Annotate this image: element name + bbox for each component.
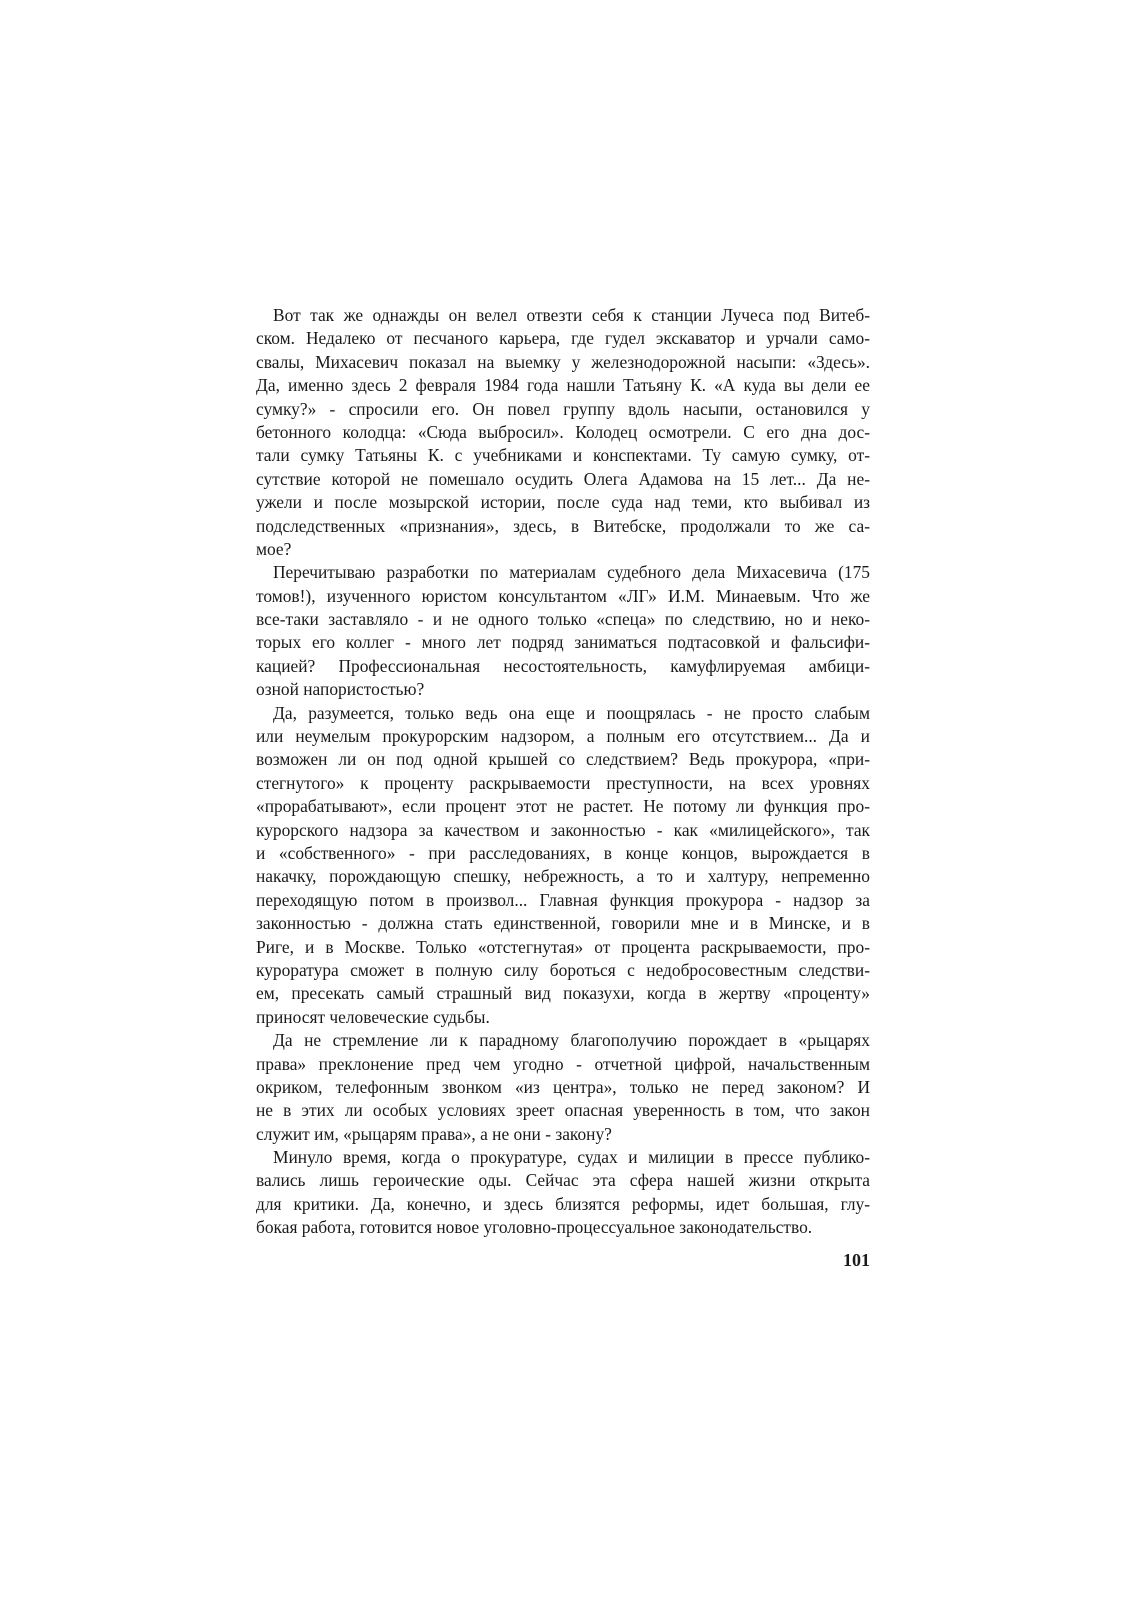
text-line: тали сумку Татьяны К. с учебниками и конспектами. Ту самую сумку, от- [256,445,870,466]
text-line: переходящую потом в произвол... Главная функция прокурора - надзор за [256,889,870,910]
paragraph [256,304,870,561]
text-line: бетонного колодца: «Сюда выбросил». Колодец осмотрели. С его дна дос- [256,421,870,442]
page-number: 101 [843,1250,870,1270]
paragraph [256,1146,870,1240]
text-line: ужели и после мозырской истории, после суда над теми, кто выбивал из [256,492,870,513]
text-line: служит им, «рыцарям права», а не они - закону? [256,1123,612,1144]
text-line: «прорабатывают», если процент этот не растет. Не потому ли функция про- [256,796,870,817]
text-line: торых его коллег - много лет подряд заниматься подтасовкой и фальсифи- [256,632,870,653]
text-line: озной напористостью? [256,679,425,700]
text-line: ском. Недалеко от песчаного карьера, где гудел экскаватор и урчали само- [256,328,870,349]
text-line: свалы, Михасевич показал на выемку у железнодорожной насыпи: «Здесь». [256,351,870,372]
text-line: ем, пресекать самый страшный вид показухи, когда в жертву «проценту» [256,983,870,1004]
text-line: законностью - должна стать единственной, говорили мне и в Минске, и в [256,913,870,934]
text-line: для критики. Да, конечно, и здесь близятся реформы, идет большая, глу- [256,1193,870,1214]
text-line: Вот так же однажды он велел отвезти себя к станции Лучеса под Витеб- [273,305,870,325]
text-line: возможен ли он под одной крышей со следствием? Ведь прокурора, «при- [256,749,870,770]
text-line: или неумелым прокурорским надзором, а полным его отсутствием... Да и [256,726,870,747]
text-line: приносят человеческие судьбы. [256,1006,490,1027]
text-line: не в этих ли особых условиях зреет опасная уверенность в том, что закон [256,1100,870,1121]
text-line: курорского надзора за качеством и законностью - как «милицейского», так [256,819,870,840]
text-line: Да не стремление ли к парадному благополучию порождает в «рыцарях [273,1030,870,1051]
text-line: томов!), изученного юристом консультантом «ЛГ» И.М. Минаевым. Что же [256,585,870,606]
paragraph [256,561,870,701]
text-line: куроратура сможет в полную силу бороться с недобросовестным следстви- [256,959,870,980]
text-line: сутствие которой не помешало осудить Олега Адамова на 15 лет... Да не- [256,468,870,489]
text-line: накачку, порождающую спешку, небрежность, а то и халтуру, непременно [256,866,870,887]
paragraph [256,702,870,1029]
text-line: бокая работа, готовится новое уголовно-процессуальное законодательство. [256,1217,813,1238]
text-line: и «собственного» - при расследованиях, в конце концов, вырождается в [256,842,870,863]
text-line: права» преклонение пред чем угодно - отчетной цифрой, начальственным [256,1053,870,1074]
text-line: сумку?» - спросили его. Он повел группу вдоль насыпи, остановился у [256,398,870,419]
text-line: Риге, и в Москве. Только «отстегнутая» от процента раскрываемости, про- [256,936,870,957]
text-line: кацией? Профессиональная несостоятельность, камуфлируемая амбици- [256,655,870,676]
text-line: подследственных «признания», здесь, в Витебске, продолжали то же са- [256,515,870,536]
text-line: Да, именно здесь 2 февраля 1984 года нашли Татьяну К. «А куда вы дели ее [256,375,870,396]
text-line: Минуло время, когда о прокуратуре, судах и милиции в прессе публико- [273,1147,870,1168]
text-line: Да, разумеется, только ведь она еще и поощрялась - не просто слабым [273,702,870,723]
text-line: все-таки заставляло - и не одного только «спеца» по следствию, но и неко- [256,609,870,630]
text-line: Перечитываю разработки по материалам судебного дела Михасевича (175 [273,562,870,583]
body-text [256,304,870,1240]
text-line: мое? [256,538,292,559]
text-line: окриком, телефонным звонком «из центра», только не перед законом? И [256,1076,870,1097]
text-line: стегнутого» к проценту раскрываемости преступности, на всех уровнях [256,772,870,793]
text-line: вались лишь героические оды. Сейчас эта сфера нашей жизни открыта [256,1170,870,1191]
paragraph [256,1029,870,1146]
